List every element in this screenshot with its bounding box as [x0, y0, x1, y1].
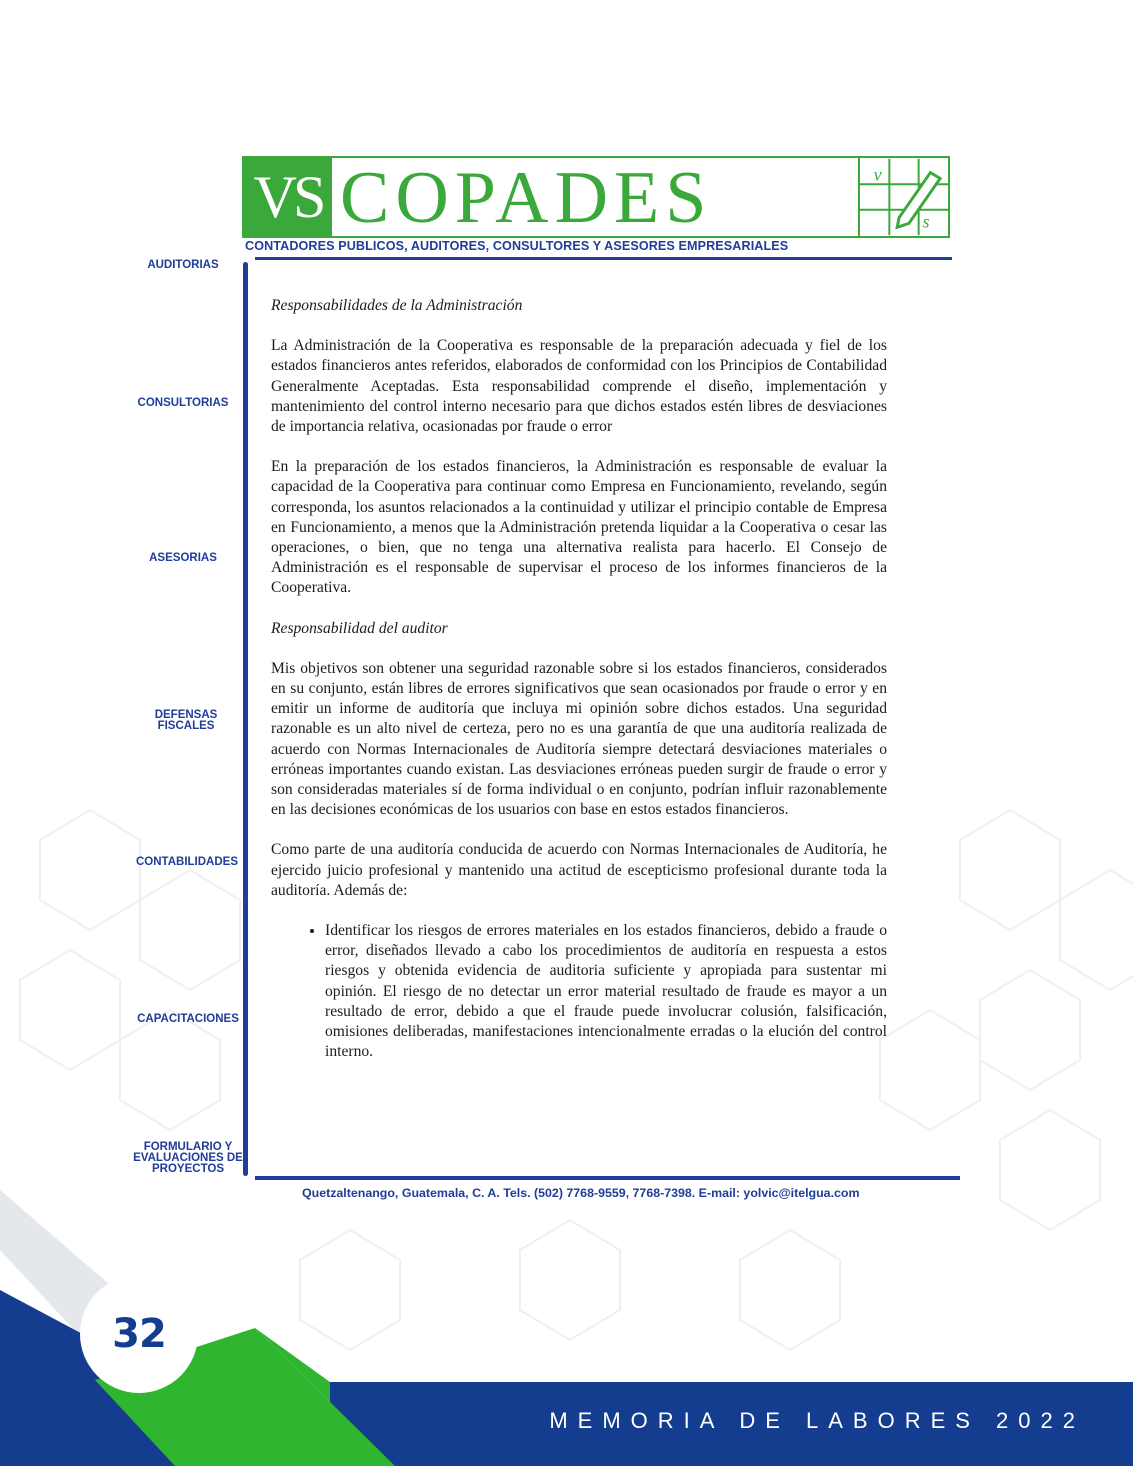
list-item: • Identificar los riesgos de errores materiales en los estados financieros, debido a fraude o error, diseñados llevado a cabo los procedimientos de auditoría en respuesta a estos riesgos y obtenida evidencia de auditoria suficiente y apropiada para sustentar mi opinión. El riesgo de no detectar un error material resultado de fraude es mayor a un resultado de error, debido a que el fraude puede involucrar colusión, falsificación, omisiones deliberadas, manifestaciones intencionalmente erradas o la elución del control interno. — [325, 921, 887, 1062]
pencil-grid-icon — [858, 158, 948, 236]
sidebar-item-consultorias: CONSULTORIAS — [137, 397, 229, 409]
auditor-procedures-list — [271, 921, 887, 1062]
sidebar-item-contabilidades: CONTABILIDADES — [135, 856, 238, 868]
paragraph-auditor-2: Como parte de una auditoría conducida de acuerdo con Normas Internacionales de Auditoría, he ejercido juicio profesional y mantenido una actitud de escepticismo profesional durante toda la auditoría. Además de: — [271, 841, 887, 899]
company-tagline: CONTADORES PUBLICOS, AUDITORES, CONSULTORES Y ASESORES EMPRESARIALES — [245, 239, 789, 253]
paragraph-admin-2: En la preparación de los estados financieros, la Administración es responsable de evaluar la capacidad de la Cooperativa para continuar como Empresa en Funcionamiento, revelando, según corresponda, los asuntos relacionados a la continuidad y utilizar el principio contable de Empresa en Funcionamiento, a menos que la Administración pretenda liquidar a la Cooperativa o cesar las operaciones, o bien, que no tenga una alternativa realista para hacerlo. El Consejo de Administración es el responsable de supervisar el proceso de los informes financieros de la Cooperativa. — [271, 458, 887, 597]
sidebar-item-asesorias: ASESORIAS — [149, 552, 217, 564]
frame-top-rule — [255, 257, 952, 260]
logo-vs-text: VS — [244, 158, 332, 236]
sidebar-item-auditorias: AUDITORIAS — [147, 259, 219, 271]
page-number: 32 — [112, 1311, 166, 1357]
sidebar-item-formulario: FORMULARIO Y EVALUACIONES DE PROYECTOS — [133, 1141, 243, 1175]
copades-logo — [242, 156, 950, 238]
svg-text:v: v — [873, 164, 882, 185]
page-number-badge — [80, 1275, 198, 1393]
heading-admin-responsibilities: Responsabilidades de la Administración — [271, 297, 523, 314]
heading-auditor-responsibility: Responsabilidad del auditor — [271, 619, 448, 637]
audit-report-body — [271, 296, 887, 1063]
sidebar-item-capacitaciones: CAPACITACIONES — [137, 1013, 239, 1025]
paragraph-admin-1: La Administración de la Cooperativa es responsable de la preparación adecuada y fiel de los estados financieros antes referidos, elaborados de conformidad con los Principios de Contabilidad Generalmente Aceptadas. Esta responsabilidad comprende el diseño, implementación y mantenimiento del control interno necesario para que dichos estados estén libres de desviaciones de importancia relativa, ocasionadas por fraude o error — [271, 337, 887, 436]
logo-company-name: COPADES — [332, 158, 858, 236]
footer-contact-info: Quetzaltenango, Guatemala, C. A. Tels. (502) 7768-9559, 7768-7398. E-mail: yolvic@itelgua.com — [302, 1186, 860, 1200]
sidebar-item-defensas-fiscales: DEFENSAS FISCALES — [154, 709, 218, 732]
publication-title: MEMORIA DE LABORES 2022 — [549, 1408, 1085, 1433]
paragraph-auditor-1: Mis objetivos son obtener una seguridad razonable sobre si los estados financieros, considerados en su conjunto, están libres de errores significativos que sean ocasionados por fraude o error y en emitir un informe de auditoría que incluya mi opinión sobre dichos estados. Una seguridad razonable es un alto nivel de certeza, pero no es una garantía de que una auditoría realizada de acuerdo con Normas Internacionales de Auditoría siempre detectará desviaciones materiales o erróneas importantes cuando existan. Las desviaciones erróneas pueden surgir de fraude o error y son consideradas materiales sí de forma individual o en conjunto, podrían influir razonablemente en las decisiones económicas de los usuarios con base en estos estados financieros. — [271, 659, 887, 819]
svg-text:s: s — [922, 211, 930, 232]
